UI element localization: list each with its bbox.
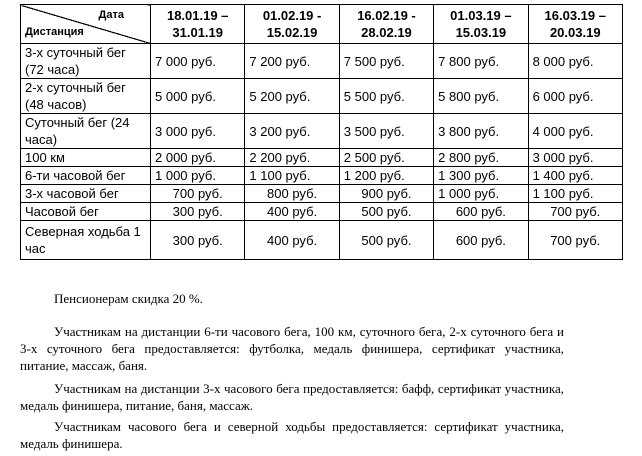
price-cell: 500 руб.: [339, 221, 433, 260]
table-row: [21, 149, 623, 167]
distance-cell: Суточный бег (24 часа): [21, 114, 151, 149]
distance-header-label: Дистанция: [25, 26, 84, 38]
period-header: 16.02.19 - 28.02.19: [339, 5, 433, 44]
price-cell: 3 000 руб.: [528, 149, 622, 167]
price-cell: 7 000 руб.: [151, 44, 245, 79]
table-row: [21, 44, 623, 79]
price-cell: 8 000 руб.: [528, 44, 622, 79]
price-cell: 1 000 руб.: [151, 167, 245, 185]
price-cell: 400 руб.: [245, 203, 339, 221]
price-cell: 2 500 руб.: [339, 149, 433, 167]
table-row: [21, 79, 623, 114]
price-cell: 1 400 руб.: [528, 167, 622, 185]
table-row: [21, 203, 623, 221]
period-header: 18.01.19 – 31.01.19: [151, 5, 245, 44]
price-cell: 3 000 руб.: [151, 114, 245, 149]
pensioner-discount-note: Пенсионерам скидка 20 %.: [54, 291, 203, 306]
price-cell: 800 руб.: [245, 185, 339, 203]
price-cell: 2 000 руб.: [151, 149, 245, 167]
price-cell: 700 руб.: [151, 185, 245, 203]
three-hour-benefits-paragraph: Участникам на дистанции 3-х часового бега предоставляется: бафф, сертификат участника, медаль финишера, питание, баня, массаж.: [20, 381, 564, 413]
price-cell: 7 500 руб.: [339, 44, 433, 79]
table-row: [21, 185, 623, 203]
price-cell: 1 200 руб.: [339, 167, 433, 185]
price-cell: 700 руб.: [528, 203, 622, 221]
price-cell: 3 200 руб.: [245, 114, 339, 149]
distance-cell: Северная ходьба 1 час: [21, 221, 151, 260]
price-cell: 7 800 руб.: [434, 44, 528, 79]
distance-cell: 3-х суточный бег (72 часа): [21, 44, 151, 79]
price-cell: 5 000 руб.: [151, 79, 245, 114]
price-cell: 6 000 руб.: [528, 79, 622, 114]
period-header: 16.03.19 – 20.03.19: [528, 5, 622, 44]
price-cell: 5 800 руб.: [434, 79, 528, 114]
period-header: 01.03.19 – 15.03.19: [434, 5, 528, 44]
price-cell: 2 800 руб.: [434, 149, 528, 167]
price-cell: 500 руб.: [339, 203, 433, 221]
period-header: 01.02.19 - 15.02.19: [245, 5, 339, 44]
price-cell: 5 500 руб.: [339, 79, 433, 114]
price-cell: 2 200 руб.: [245, 149, 339, 167]
price-cell: 7 200 руб.: [245, 44, 339, 79]
long-distance-benefits-paragraph: Участникам на дистанции 6-ти часового бега, 100 км, суточного бега, 2-х суточного бега и 3-х суточного бега предоставляется: футболка, медаль финишера, сертификат участника, питание, массаж, баня.: [20, 324, 564, 373]
price-cell: 3 500 руб.: [339, 114, 433, 149]
hour-walk-benefits-paragraph: Участникам часового бега и северной ходьбы предоставляется: сертификат участника, медаль финишера.: [20, 419, 564, 451]
table-row: [21, 221, 623, 260]
price-cell: 700 руб.: [528, 221, 622, 260]
price-cell: 1 000 руб.: [434, 185, 528, 203]
price-cell: 5 200 руб.: [245, 79, 339, 114]
date-header-label: Дата: [98, 9, 124, 21]
price-cell: 1 100 руб.: [245, 167, 339, 185]
price-cell: 4 000 руб.: [528, 114, 622, 149]
price-cell: 300 руб.: [151, 203, 245, 221]
distance-cell: Часовой бег: [21, 203, 151, 221]
price-cell: 400 руб.: [245, 221, 339, 260]
price-cell: 1 100 руб.: [528, 185, 622, 203]
distance-cell: 2-х суточный бег (48 часов): [21, 79, 151, 114]
price-cell: 600 руб.: [434, 203, 528, 221]
corner-header-cell: [21, 5, 151, 44]
price-cell: 300 руб.: [151, 221, 245, 260]
price-cell: 3 800 руб.: [434, 114, 528, 149]
price-cell: 900 руб.: [339, 185, 433, 203]
distance-cell: 100 км: [21, 149, 151, 167]
distance-cell: 3-х часовой бег: [21, 185, 151, 203]
table-header-row: [21, 5, 623, 44]
table-row: [21, 167, 623, 185]
price-cell: 1 300 руб.: [434, 167, 528, 185]
price-table: [20, 4, 623, 260]
price-cell: 600 руб.: [434, 221, 528, 260]
distance-cell: 6-ти часовой бег: [21, 167, 151, 185]
table-row: [21, 114, 623, 149]
